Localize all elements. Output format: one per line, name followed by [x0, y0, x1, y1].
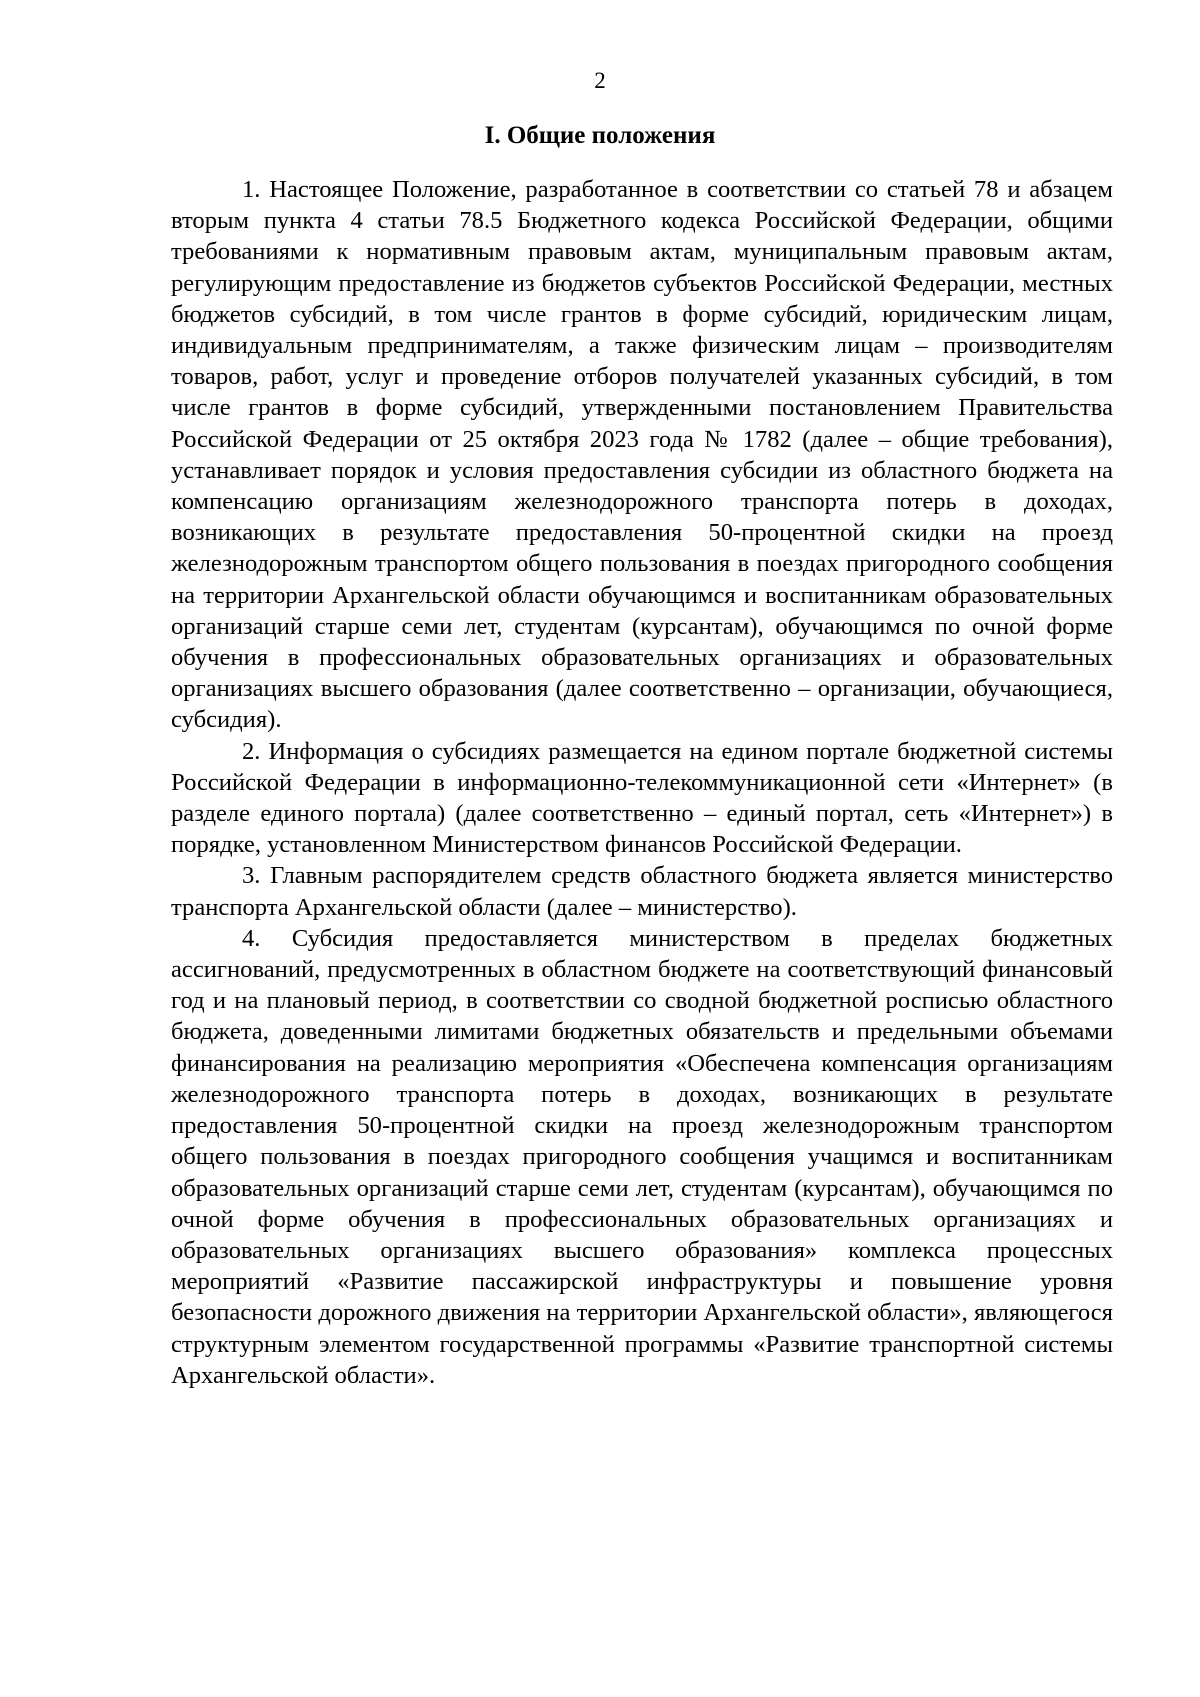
paragraph-3: 3. Главным распорядителем средств областного бюджета является министерство транспорта Архангельской области (далее – министерство).	[171, 862, 1113, 921]
paragraph-2: 2. Информация о субсидиях размещается на едином портале бюджетной системы Российской Федерации в информационно-телекоммуникационной сети «Интернет» (в разделе единого портала) (далее соответственно – единый портал, сеть «Интернет») в порядке, установленном Министерством финансов Российской Федерации.	[171, 737, 1113, 859]
paragraph-1: 1. Настоящее Положение, разработанное в соответствии со статьей 78 и абзацем вторым пункта 4 статьи 78.5 Бюджетного кодекса Российской Федерации, общими требованиями к нормативным правовым актам, муниципальным правовым актам, регулирующим предоставление из бюджетов субъектов Российской Федерации, местных бюджетов субсидий, в том числе грантов в форме субсидий, юридическим лицам, индивидуальным предпринимателям, а также физическим лицам – производителям товаров, работ, услуг и проведение отборов получателей указанных субсидий, в том числе грантов в форме субсидий, утвержденными постановлением Правительства Российской Федерации от 25 октября 2023 года № 1782 (далее – общие требования), устанавливает порядок и условия предоставления субсидии из областного бюджета на компенсацию организациям железнодорожного транспорта потерь в доходах, возникающих в результате предоставления 50-процентной скидки на проезд железнодорожным транспортом общего пользования в поездах пригородного сообщения на территории Архангельской области обучающимся и воспитанникам образовательных организаций старше семи лет, студентам (курсантам), обучающимся по очной форме обучения в профессиональных образовательных организациях и образовательных организациях высшего образования (далее соответственно – организации, обучающиеся, субсидия).	[171, 176, 1113, 734]
section-title: I. Общие положения	[484, 122, 716, 149]
document-body	[171, 174, 1113, 1391]
page-number: 2	[594, 68, 606, 93]
paragraph-4: 4. Субсидия предоставляется министерством в пределах бюджетных ассигнований, предусмотренных в областном бюджете на соответствующий финансовый год и на плановый период, в соответствии со сводной бюджетной росписью областного бюджета, доведенными лимитами бюджетных обязательств и предельными объемами финансирования на реализацию мероприятия «Обеспечена компенсация организациям железнодорожного транспорта потерь в доходах, возникающих в результате предоставления 50-процентной скидки на проезд железнодорожным транспортом общего пользования в поездах пригородного сообщения учащимся и воспитанникам образовательных организаций старше семи лет, студентам (курсантам), обучающимся по очной форме обучения в профессиональных образовательных организациях и образовательных организациях высшего образования» комплекса процессных мероприятий «Развитие пассажирской инфраструктуры и повышение уровня безопасности дорожного движения на территории Архангельской области», являющегося структурным элементом государственной программы «Развитие транспортной системы Архангельской области».	[171, 924, 1113, 1389]
